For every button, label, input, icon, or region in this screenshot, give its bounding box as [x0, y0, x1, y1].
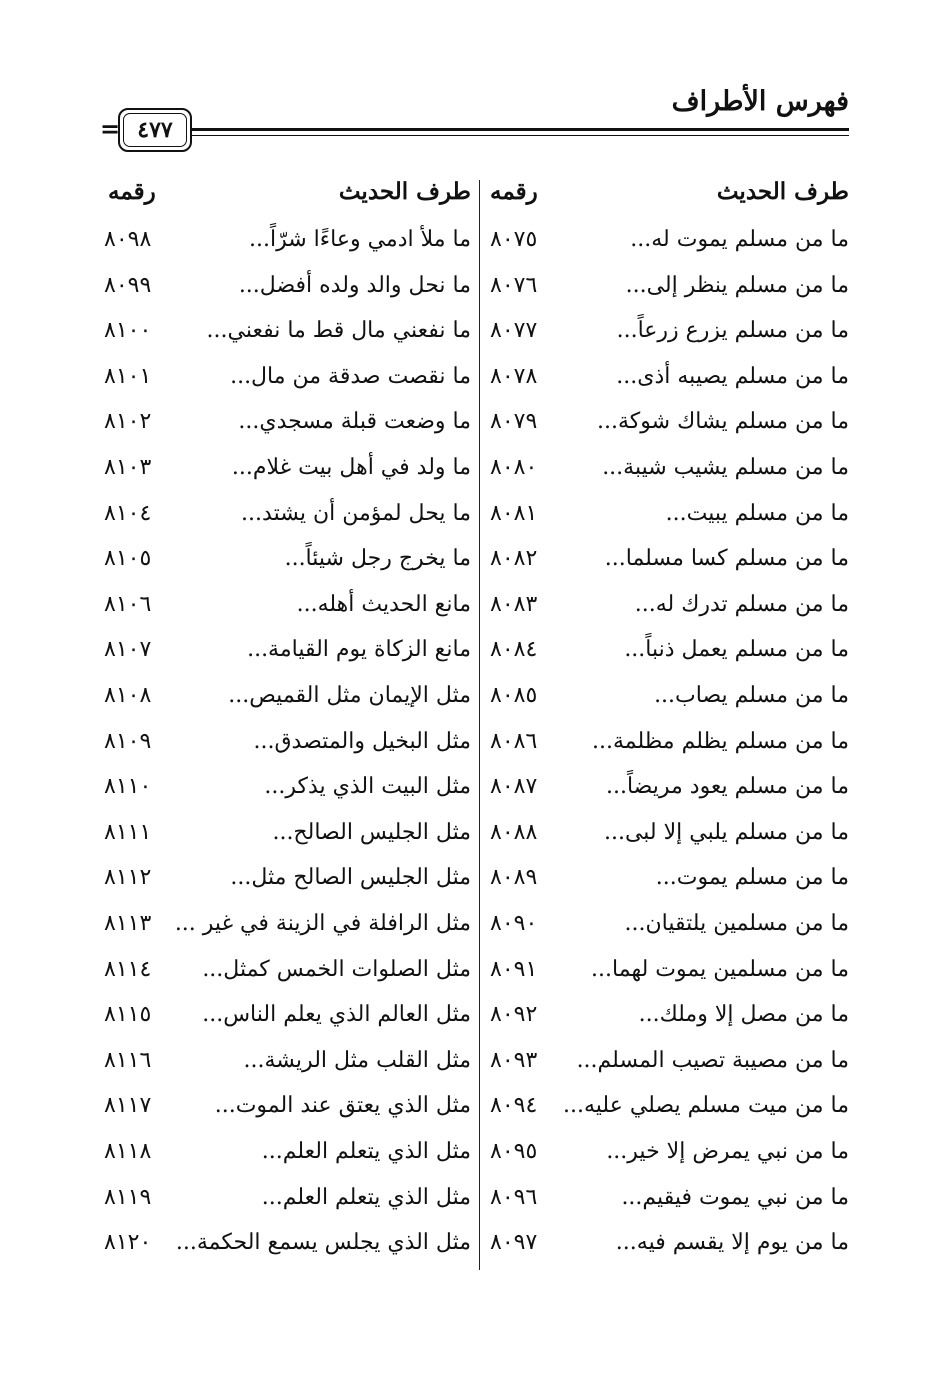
left-entry-number: ٨١١٩	[104, 1184, 152, 1210]
table-row	[0, 729, 947, 775]
left-entry-number: ٨١١٨	[104, 1139, 152, 1164]
right-entry-number: ٨٠٩٠	[490, 911, 538, 936]
right-entry-text: ما من مسلم يشيب شيبة...	[602, 455, 849, 480]
right-entry-number: ٨٠٧٨	[490, 363, 538, 389]
right-entry-number: ٨٠٨٩	[490, 865, 538, 891]
left-entry-text: مثل الذي يتعلم العلم...	[261, 1139, 471, 1164]
table-row	[0, 820, 947, 866]
left-entry-number: ٨١٠٨	[104, 683, 152, 708]
page-mark: =	[100, 114, 121, 143]
left-entry-text: ما ولد في أهل بيت غلام...	[231, 455, 471, 480]
left-entry-text: ما ملأ ادمي وعاءًا شرّاً...	[249, 227, 471, 252]
left-entry-text: ما نقصت صدقة من مال...	[230, 363, 471, 389]
right-entry-number: ٨٠٨٧	[490, 774, 538, 800]
table-row	[0, 865, 947, 911]
table-row	[0, 546, 947, 592]
header-rule-thin	[192, 135, 849, 136]
header-rule-thick	[192, 128, 849, 131]
left-entry-number: ٨١١٣	[104, 911, 152, 936]
left-entry-text: مثل الجليس الصالح مثل...	[230, 865, 471, 891]
right-entry-number: ٨٠٨٥	[490, 683, 538, 708]
table-row	[0, 227, 947, 273]
right-entry-number: ٨٠٩٥	[490, 1139, 538, 1164]
table-row	[0, 592, 947, 638]
table-row	[0, 409, 947, 455]
right-entry-number: ٨٠٩٤	[490, 1093, 538, 1119]
left-entry-number: ٨١٠٤	[104, 500, 152, 526]
right-entry-text: ما من مسلم يبيت...	[665, 500, 849, 526]
table-row	[0, 1185, 947, 1231]
left-entry-number: ٨١١٦	[104, 1047, 152, 1073]
left-entry-number: ٨١٠٢	[104, 409, 152, 435]
right-entry-text: ما من مسلم يموت...	[655, 865, 849, 891]
table-row	[0, 318, 947, 364]
left-entry-number: ٨١١٠	[104, 774, 152, 800]
right-column-number-header: رقمه	[490, 178, 538, 205]
table-row	[0, 501, 947, 547]
left-entry-text: مانع الزكاة يوم القيامة...	[247, 637, 471, 663]
right-entry-number: ٨٠٨٨	[490, 819, 538, 845]
right-entry-text: ما من مسلم يشاك شوكة...	[597, 409, 849, 435]
left-entry-text: مثل الإيمان مثل القميص...	[228, 683, 471, 708]
left-entry-text: مثل البخيل والمتصدق...	[253, 728, 471, 754]
right-entry-text: ما من نبي يمرض إلا خير...	[606, 1139, 849, 1164]
left-entry-text: مثل الذي يتعلم العلم...	[261, 1184, 471, 1210]
left-entry-text: مثل العالم الذي يعلم الناس...	[202, 1002, 471, 1028]
left-entry-number: ٨١١٧	[104, 1093, 152, 1119]
left-entry-text: مثل البيت الذي يذكر...	[264, 774, 471, 800]
right-entry-text: ما من مسلم تدرك له...	[634, 591, 849, 617]
table-row	[0, 911, 947, 957]
left-entry-text: مانع الحديث أهله...	[296, 591, 471, 617]
right-entry-text: ما من مصل إلا وملك...	[638, 1002, 849, 1028]
left-entry-text: مثل الصلوات الخمس كمثل...	[202, 956, 471, 982]
table-row	[0, 1002, 947, 1048]
left-entry-number: ٨٠٩٩	[104, 272, 152, 298]
left-entry-text: ما يخرج رجل شيئاً...	[284, 546, 471, 572]
table-row	[0, 364, 947, 410]
page-title: فهرس الأطراف	[671, 86, 849, 117]
right-entry-number: ٨٠٨٣	[490, 591, 538, 617]
right-entry-text: ما من مسلم يزرع زرعاً...	[616, 318, 849, 344]
left-entry-text: مثل الجليس الصالح...	[272, 819, 471, 845]
right-entry-number: ٨٠٨٤	[490, 637, 538, 663]
left-entry-text: مثل القلب مثل الريشة...	[243, 1047, 471, 1073]
left-entry-number: ٨١٠٠	[104, 318, 152, 344]
right-entry-number: ٨٠٩٧	[490, 1230, 538, 1256]
table-row	[0, 957, 947, 1003]
left-entry-number: ٨١٠٧	[104, 637, 152, 663]
left-entry-number: ٨٠٩٨	[104, 227, 152, 252]
right-entry-text: ما من يوم إلا يقسم فيه...	[615, 1230, 849, 1256]
right-entry-number: ٨٠٨٦	[490, 728, 538, 754]
left-entry-text: ما وضعت قبلة مسجدي...	[238, 409, 471, 435]
right-column-text-header: طرف الحديث	[716, 178, 849, 205]
left-entry-text: مثل الذي يجلس يسمع الحكمة...	[175, 1230, 471, 1256]
left-entry-text: ما نفعني مال قط ما نفعني...	[206, 318, 471, 344]
right-entry-text: ما من مسلم يظلم مظلمة...	[591, 728, 849, 754]
right-entry-text: ما من نبي يموت فيقيم...	[621, 1184, 849, 1210]
page-number: ٤٧٧	[137, 117, 173, 143]
right-entry-number: ٨٠٩٦	[490, 1184, 538, 1210]
left-entry-number: ٨١٠٩	[104, 728, 152, 754]
right-entry-text: ما من مسلمين يموت لهما...	[591, 956, 849, 982]
left-entry-text: مثل الرافلة في الزينة في غير ...	[174, 911, 471, 936]
left-entry-number: ٨١٠٦	[104, 591, 152, 617]
right-entry-text: ما من مسلم كسا مسلما...	[604, 546, 849, 572]
left-entry-number: ٨١٠٣	[104, 455, 152, 480]
left-entry-number: ٨١١٤	[104, 956, 152, 982]
right-entry-number: ٨٠٧٦	[490, 272, 538, 298]
right-entry-text: ما من مسلم يلبي إلا لبى...	[603, 819, 849, 845]
right-entry-text: ما من مسلم يعمل ذنباً...	[624, 637, 849, 663]
right-entry-number: ٨٠٧٥	[490, 227, 538, 252]
right-entry-number: ٨٠٨١	[490, 500, 538, 526]
right-entry-number: ٨٠٩١	[490, 956, 538, 982]
table-row	[0, 273, 947, 319]
left-entry-number: ٨١١١	[104, 819, 152, 845]
left-entry-number: ٨١٠٥	[104, 546, 152, 572]
right-entry-number: ٨٠٩٢	[490, 1002, 538, 1028]
table-row	[0, 1230, 947, 1276]
table-row	[0, 637, 947, 683]
right-entry-number: ٨٠٨٠	[490, 455, 538, 480]
left-entry-text: ما يحل لمؤمن أن يشتد...	[241, 500, 471, 526]
left-entry-number: ٨١٢٠	[104, 1230, 152, 1256]
table-row	[0, 455, 947, 501]
right-entry-text: ما من مسلم ينظر إلى...	[625, 272, 849, 298]
page-number-box-inner-border	[123, 113, 187, 147]
right-entry-text: ما من مسلم يعود مريضاً...	[605, 774, 849, 800]
left-entry-number: ٨١١٢	[104, 865, 152, 891]
right-entry-number: ٨٠٧٩	[490, 409, 538, 435]
table-row	[0, 1048, 947, 1094]
table-row	[0, 774, 947, 820]
right-entry-text: ما من مسلم يصاب...	[654, 683, 849, 708]
left-column-text-header: طرف الحديث	[338, 178, 471, 205]
left-entry-number: ٨١٠١	[104, 363, 152, 389]
left-entry-text: مثل الذي يعتق عند الموت...	[214, 1093, 471, 1119]
left-entry-number: ٨١١٥	[104, 1002, 152, 1028]
right-entry-text: ما من مسلم يموت له...	[630, 227, 849, 252]
right-entry-number: ٨٠٩٣	[490, 1047, 538, 1073]
right-entry-text: ما من مسلمين يلتقيان...	[624, 911, 849, 936]
right-entry-number: ٨٠٨٢	[490, 546, 538, 572]
table-row	[0, 1139, 947, 1185]
left-entry-text: ما نحل والد ولده أفضل...	[238, 272, 471, 298]
left-column-number-header: رقمه	[108, 178, 156, 205]
right-entry-text: ما من مسلم يصيبه أذى...	[616, 363, 849, 389]
table-row	[0, 683, 947, 729]
right-entry-text: ما من مصيبة تصيب المسلم...	[576, 1047, 849, 1073]
right-entry-number: ٨٠٧٧	[490, 318, 538, 344]
right-entry-text: ما من ميت مسلم يصلي عليه...	[563, 1093, 849, 1119]
table-row	[0, 1093, 947, 1139]
